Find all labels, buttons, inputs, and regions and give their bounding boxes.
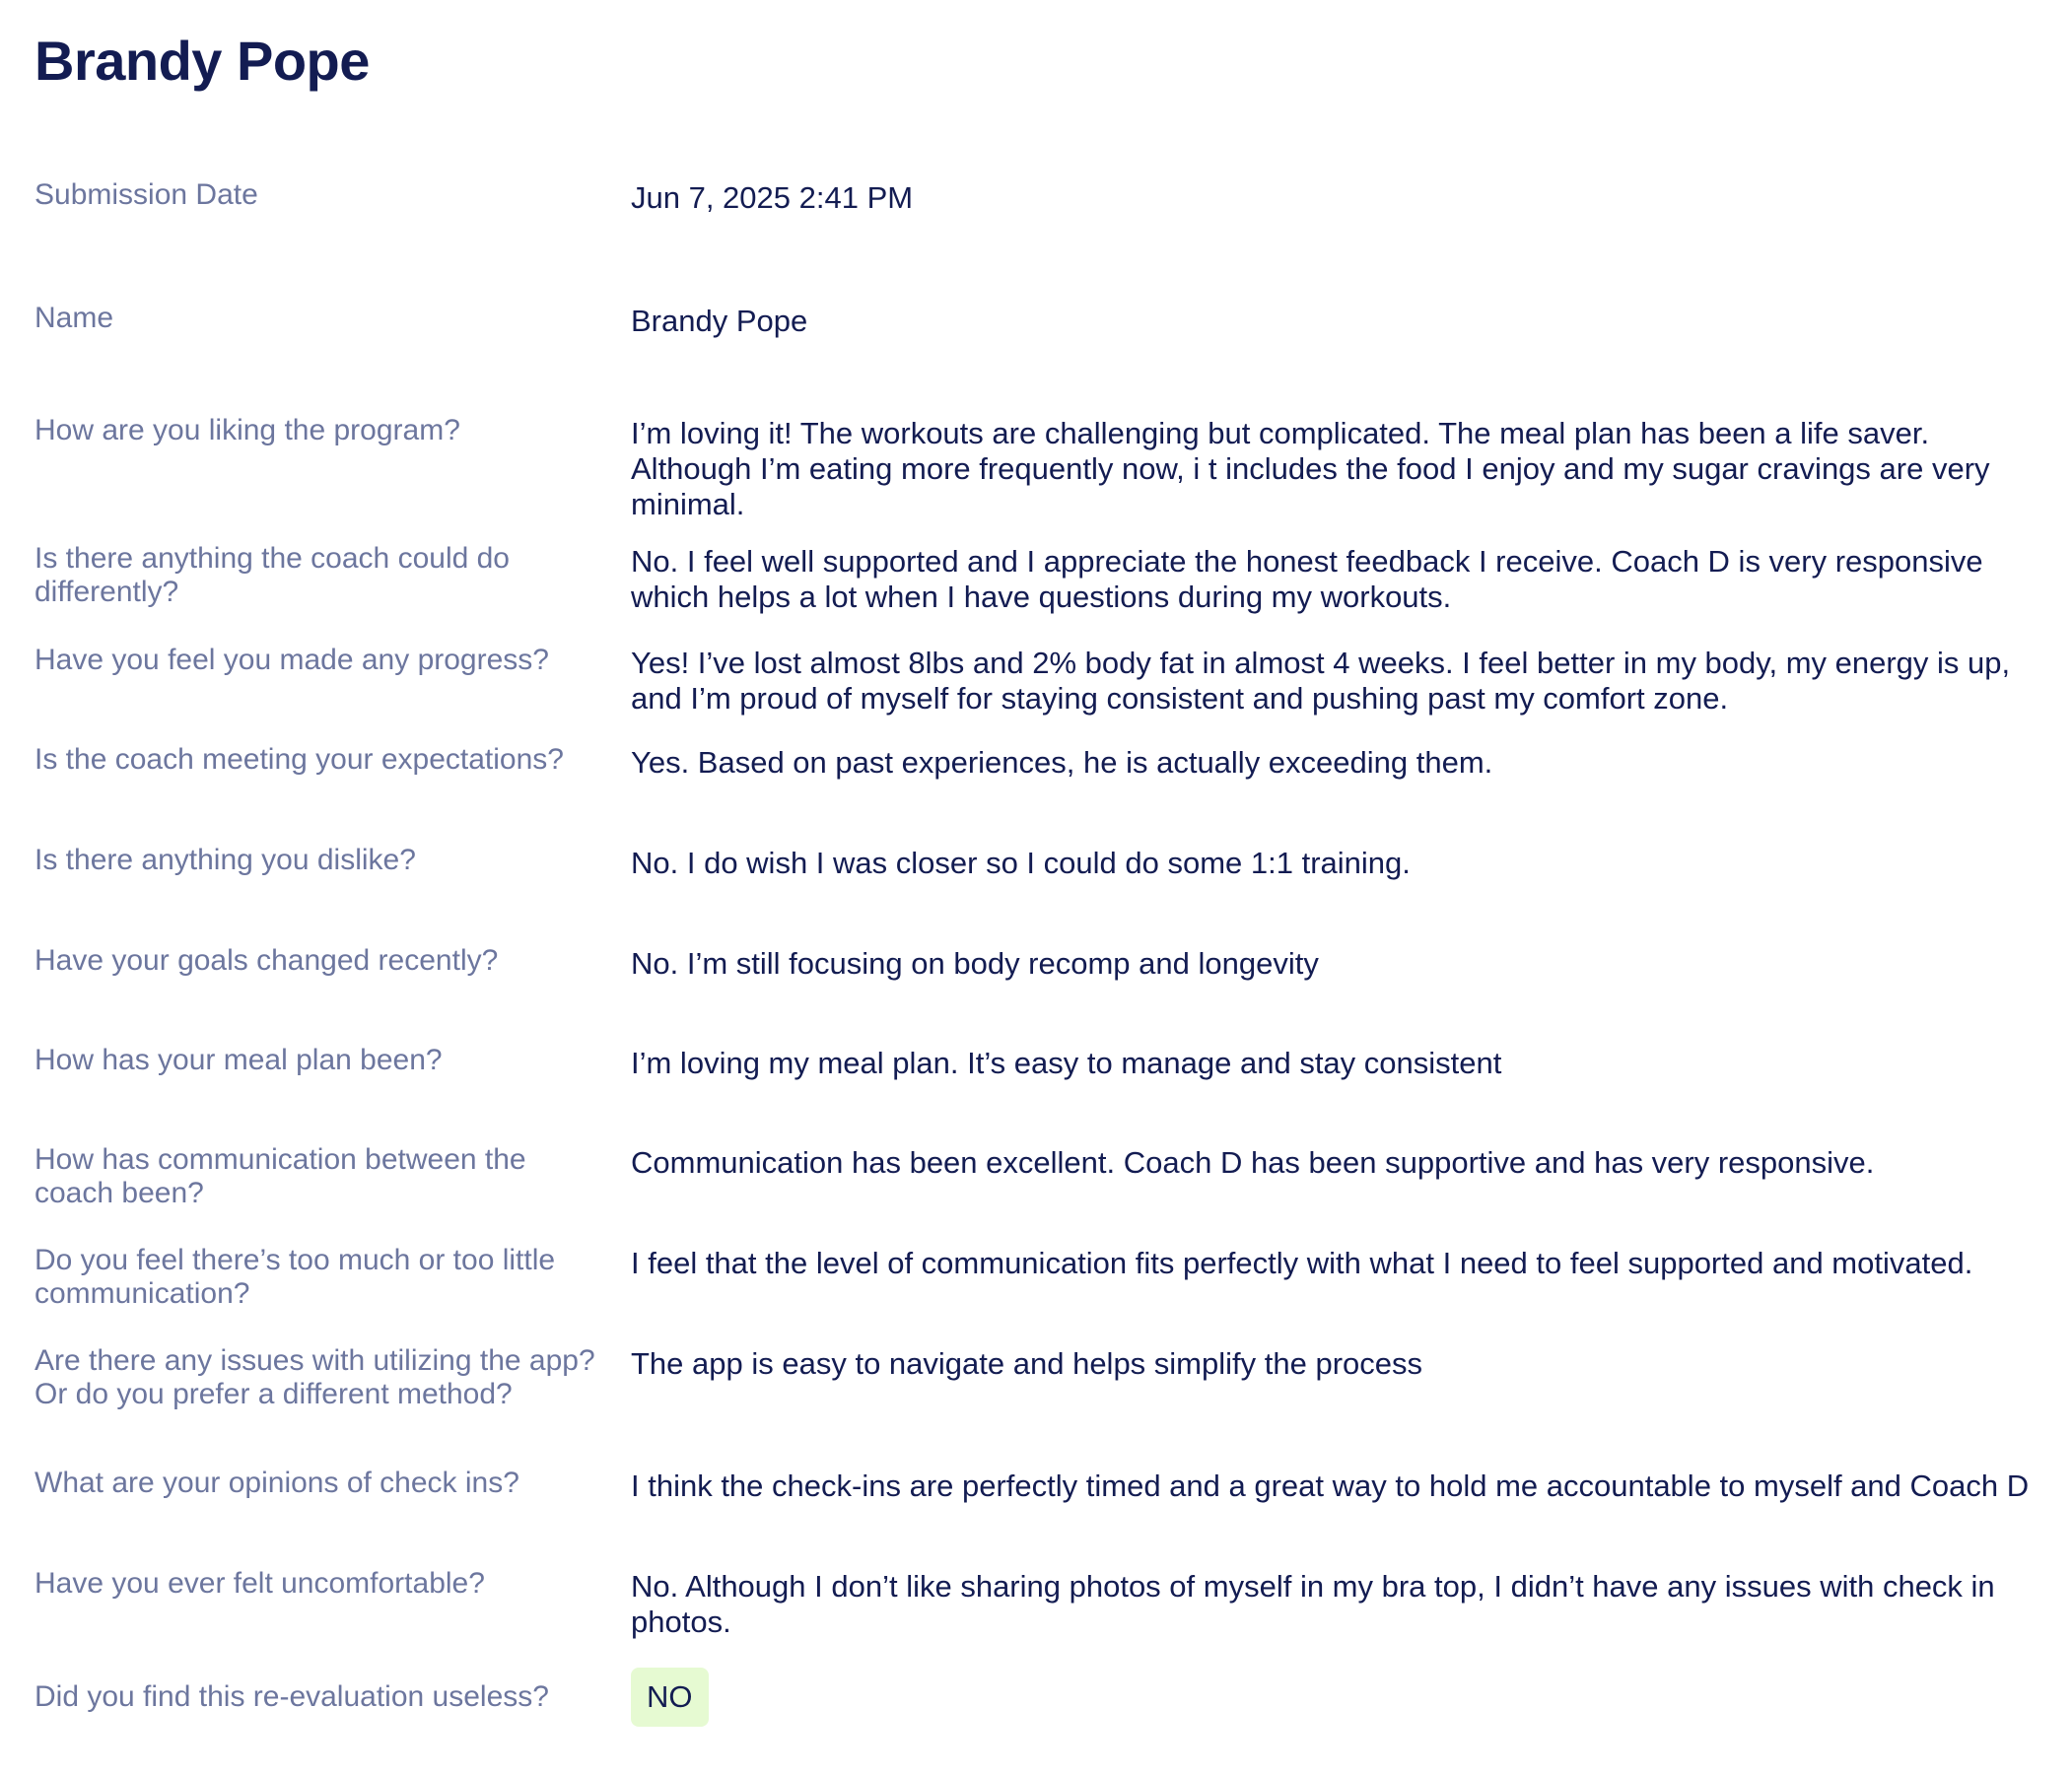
field-label: How are you liking the program? bbox=[35, 414, 460, 446]
field-label: Name bbox=[35, 302, 114, 334]
field-label: How has your meal plan been? bbox=[35, 1044, 443, 1076]
field-value: I’m loving it! The workouts are challenging but complicated. The meal plan has been a life saver. Although I’m eating more frequently now, i t includes the food I enjoy and my sugar cravings are very minimal. bbox=[631, 416, 1990, 521]
field-label: Have your goals changed recently? bbox=[35, 944, 499, 977]
field-label: How has communication between the coach been? bbox=[35, 1143, 526, 1209]
field-label: Submission Date bbox=[35, 178, 258, 211]
field-label: Do you feel there’s too much or too little communication? bbox=[35, 1244, 556, 1310]
field-value: Jun 7, 2025 2:41 PM bbox=[631, 180, 914, 215]
field-value: I feel that the level of communication fits perfectly with what I need to feel supported and motivated. bbox=[631, 1246, 1973, 1280]
field-value: No. Although I don’t like sharing photos of myself in my bra top, I didn’t have any issues with check in photos. bbox=[631, 1569, 1995, 1639]
field-label: Have you feel you made any progress? bbox=[35, 644, 549, 676]
field-label: Have you ever felt uncomfortable? bbox=[35, 1567, 485, 1600]
field-value: No. I’m still focusing on body recomp and longevity bbox=[631, 946, 1319, 981]
field-value: No. I feel well supported and I appreciate the honest feedback I receive. Coach D is very responsive which helps a lot when I have questions during my workouts. bbox=[631, 544, 1983, 614]
page-title: Brandy Pope bbox=[35, 30, 370, 92]
field-label: Is there anything you dislike? bbox=[35, 844, 416, 876]
field-label: Is there anything the coach could do differently? bbox=[35, 542, 510, 608]
field-value: Communication has been excellent. Coach D has been supportive and has very responsive. bbox=[631, 1145, 1875, 1180]
field-value: I’m loving my meal plan. It’s easy to manage and stay consistent bbox=[631, 1046, 1502, 1080]
field-value: No. I do wish I was closer so I could do some 1:1 training. bbox=[631, 846, 1411, 880]
field-label: Is the coach meeting your expectations? bbox=[35, 743, 564, 776]
field-label: Did you find this re-evaluation useless? bbox=[35, 1680, 549, 1713]
field-value: Yes. Based on past experiences, he is actually exceeding them. bbox=[631, 745, 1493, 780]
field-value: Yes! I’ve lost almost 8lbs and 2% body fat in almost 4 weeks. I feel better in my body, my energy is up, and I’m proud of myself for staying consistent and pushing past my comfort zone. bbox=[631, 646, 2011, 716]
field-value: Brandy Pope bbox=[631, 304, 808, 338]
field-value: The app is easy to navigate and helps simplify the process bbox=[631, 1346, 1423, 1381]
field-label: What are your opinions of check ins? bbox=[35, 1467, 519, 1499]
answer-badge: NO bbox=[631, 1668, 709, 1727]
field-value: I think the check-ins are perfectly timed and a great way to hold me accountable to myself and Coach D bbox=[631, 1469, 2030, 1503]
field-label: Are there any issues with utilizing the app? Or do you prefer a different method? bbox=[35, 1344, 595, 1410]
